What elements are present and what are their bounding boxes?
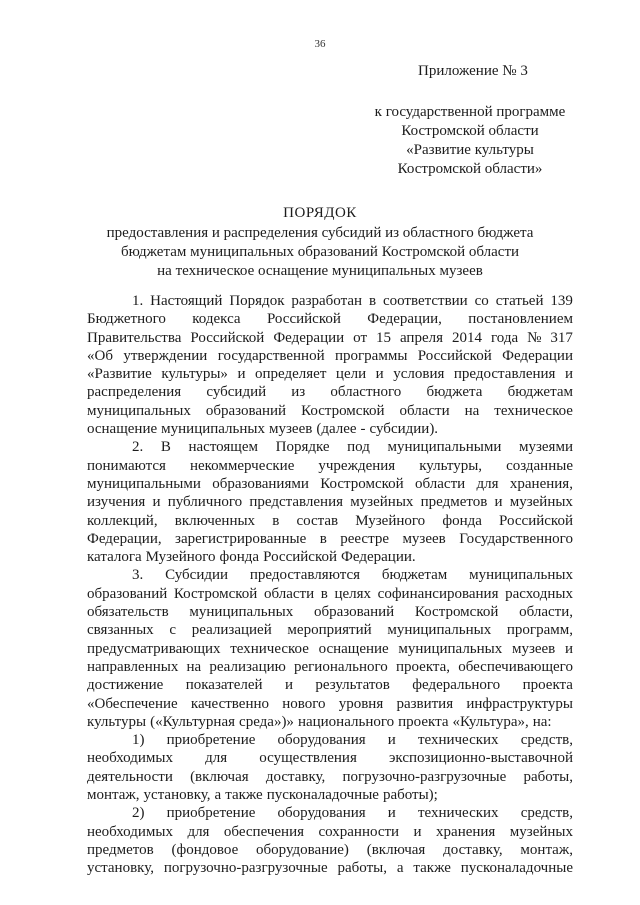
body-line: предметов (фондовое оборудование) (включая доставку, монтаж, <box>87 841 573 858</box>
body-line: коллекций, включенных в состав Музейного фонда Российской <box>87 512 573 529</box>
appendix-ref-line: Костромской области <box>401 123 539 139</box>
body-line: «Обеспечение качественно нового уровня развития инфраструктуры <box>87 695 573 712</box>
body-line: муниципальных образований Костромской области на техническое <box>87 402 573 419</box>
body-line: 1) приобретение оборудования и технических средств, <box>132 732 573 749</box>
body-line: Федерации, зарегистрированные в реестре музеев Государственного <box>87 530 573 547</box>
body-line: Правительства Российской Федерации от 15 апреля 2014 года № 317 <box>87 329 573 346</box>
appendix-ref-line: Костромской области» <box>397 161 543 177</box>
body-line: деятельности (включая доставку, погрузочно-разгрузочные работы, <box>87 768 573 785</box>
document-body <box>87 292 573 878</box>
body-line: культуры («Культурная среда»)» национального проекта «Культура», на: <box>87 713 552 730</box>
body-line: оснащение муниципальных музеев (далее - субсидии). <box>87 421 439 438</box>
page-number: 36 <box>314 38 326 50</box>
body-line: связанных с реализацией мероприятий муниципальных программ, <box>87 622 573 639</box>
body-line: необходимых для осуществления экспозиционно-выставочной <box>87 750 573 767</box>
body-line: необходимых для обеспечения сохранности и хранения музейных <box>87 823 573 840</box>
body-line: 1. Настоящий Порядок разработан в соответствии со статьей 139 <box>132 293 573 309</box>
body-line: изучения и публичного представления музейных предметов и музейных <box>87 494 573 511</box>
document-subtitle <box>0 224 640 281</box>
body-line: каталога Музейного фонда Российской Федерации. <box>87 549 416 566</box>
body-line: «Об утверждении государственной программы Российской Федерации <box>87 347 573 364</box>
body-line: предусматривающих техническое оснащение муниципальных музеев и <box>87 640 573 657</box>
body-line: обязательств муниципальных образований Костромской области, <box>87 604 573 621</box>
body-line: образований Костромской области в целях софинансирования расходных <box>87 585 573 602</box>
body-line: 2. В настоящем Порядке под муниципальными музеями <box>132 439 573 456</box>
subtitle-line: предоставления и распределения субсидий из областного бюджета <box>106 225 534 241</box>
body-line: 2) приобретение оборудования и технических средств, <box>132 805 573 822</box>
subtitle-line: на техническое оснащение муниципальных музеев <box>157 263 483 279</box>
body-line: распределения субсидий из областного бюджета бюджетам <box>87 384 573 401</box>
body-line: муниципальными образованиями Костромской области для хранения, <box>87 475 573 492</box>
body-line: установку, погрузочно-разгрузочные работы, а также пусконаладочные <box>87 860 573 877</box>
appendix-ref-line: «Развитие культуры <box>406 142 534 158</box>
body-line: 3. Субсидии предоставляются бюджетам муниципальных <box>132 567 573 584</box>
document-title: ПОРЯДОК <box>283 205 357 221</box>
body-line: достижение показателей и результатов федерального проекта <box>87 677 573 694</box>
body-line: монтаж, установку, а также пусконаладочные работы); <box>87 787 438 804</box>
appendix-ref-line: к государственной программе <box>374 104 566 120</box>
appendix-reference <box>370 103 570 179</box>
body-line: понимаются некоммерческие учреждения культуры, созданные <box>87 457 573 474</box>
body-line: направленных на реализацию регионального проекта, обеспечивающего <box>87 658 573 675</box>
body-line: Бюджетного кодекса Российской Федерации, постановлением <box>87 311 573 328</box>
body-line: «Развитие культуры» и определяет цели и условия предоставления и <box>87 366 573 383</box>
appendix-title: Приложение № 3 <box>418 63 528 79</box>
subtitle-line: бюджетам муниципальных образований Костромской области <box>120 244 520 260</box>
